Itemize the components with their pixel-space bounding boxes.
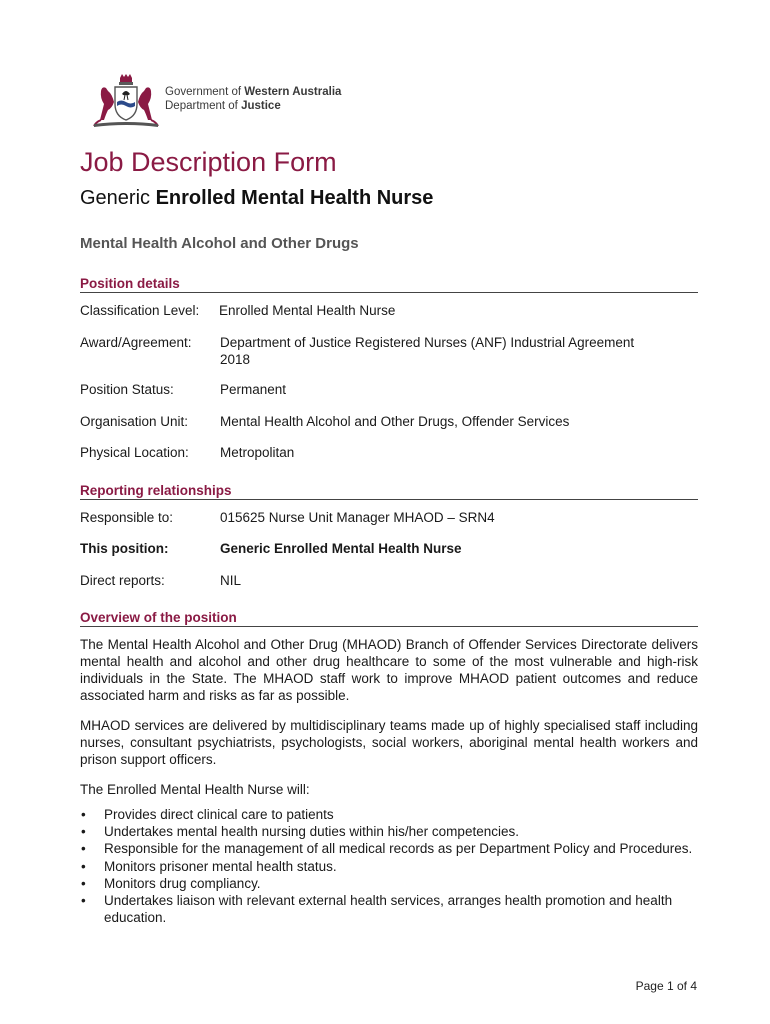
bullet-icon: • <box>81 875 86 891</box>
detail-label: Physical Location: <box>80 445 189 460</box>
reporting-value: NIL <box>220 573 242 588</box>
detail-label: Classification Level: <box>80 303 200 318</box>
list-item: • Undertakes mental health nursing duties within his/her competencies. <box>81 824 519 840</box>
detail-label: Organisation Unit: <box>80 414 189 429</box>
list-item: • Responsible for the management of all medical records as per Department Policy and Procedures. <box>81 841 693 857</box>
overview-paragraph-1: The Mental Health Alcohol and Other Drug (MHAOD) Branch of Offender Services Directorate delivers mental health and alcohol and other drug healthcare to some of the most vulnerable and high-risk individuals in the State. The MHAOD staff work to improve MHAOD patient outcomes and reduce associated harm and risks as far as possible. <box>80 637 698 703</box>
reporting-label: This position: <box>80 541 169 556</box>
reporting-value: Generic Enrolled Mental Health Nurse <box>220 541 462 556</box>
bullet-icon: • <box>81 841 86 857</box>
overview-paragraph-2: MHAOD services are delivered by multidisciplinary teams made up of highly specialised staff including nurses, consultant psychiatrists, psychologists, social workers, aboriginal mental health workers and prison support officers. <box>80 718 698 767</box>
duties-list <box>80 806 698 926</box>
detail-value: Permanent <box>220 382 287 397</box>
list-item: • Undertakes liaison with relevant external health services, arranges health promotion and health education. <box>81 893 673 926</box>
bullet-icon: • <box>81 893 86 909</box>
branch-name: Mental Health Alcohol and Other Drugs <box>80 235 359 252</box>
bullet-icon: • <box>81 858 86 874</box>
position-details-heading: Position details <box>80 276 698 293</box>
detail-label: Award/Agreement: <box>80 335 192 350</box>
document-title: Job Description Form <box>80 147 337 177</box>
bullet-icon: • <box>81 807 86 822</box>
reporting-heading: Reporting relationships <box>80 483 698 500</box>
document-subtitle: Generic Enrolled Mental Health Nurse <box>80 187 434 209</box>
list-item: • Monitors drug compliancy. <box>81 875 261 891</box>
list-item: • Monitors prisoner mental health status. <box>81 858 337 874</box>
duties-intro: The Enrolled Mental Health Nurse will: <box>80 782 310 797</box>
detail-label: Position Status: <box>80 382 174 397</box>
wa-coat-of-arms-icon <box>88 74 164 130</box>
page-number: Page 1 of 4 <box>635 979 697 993</box>
reporting-label: Direct reports: <box>80 573 165 588</box>
reporting-label: Responsible to: <box>80 510 174 525</box>
detail-value: Enrolled Mental Health Nurse <box>219 303 396 318</box>
detail-value: Metropolitan <box>220 445 295 460</box>
bullet-icon: • <box>81 824 86 840</box>
list-item: • Provides direct clinical care to patients <box>81 807 334 822</box>
overview-heading: Overview of the position <box>80 610 698 627</box>
detail-value: Department of Justice Registered Nurses (ANF) Industrial Agreement 2018 <box>220 335 635 367</box>
detail-value: Mental Health Alcohol and Other Drugs, Offender Services <box>220 414 570 429</box>
reporting-value: 015625 Nurse Unit Manager MHAOD – SRN4 <box>220 510 495 525</box>
government-name: Government of Western Australia Department of Justice <box>165 86 342 112</box>
